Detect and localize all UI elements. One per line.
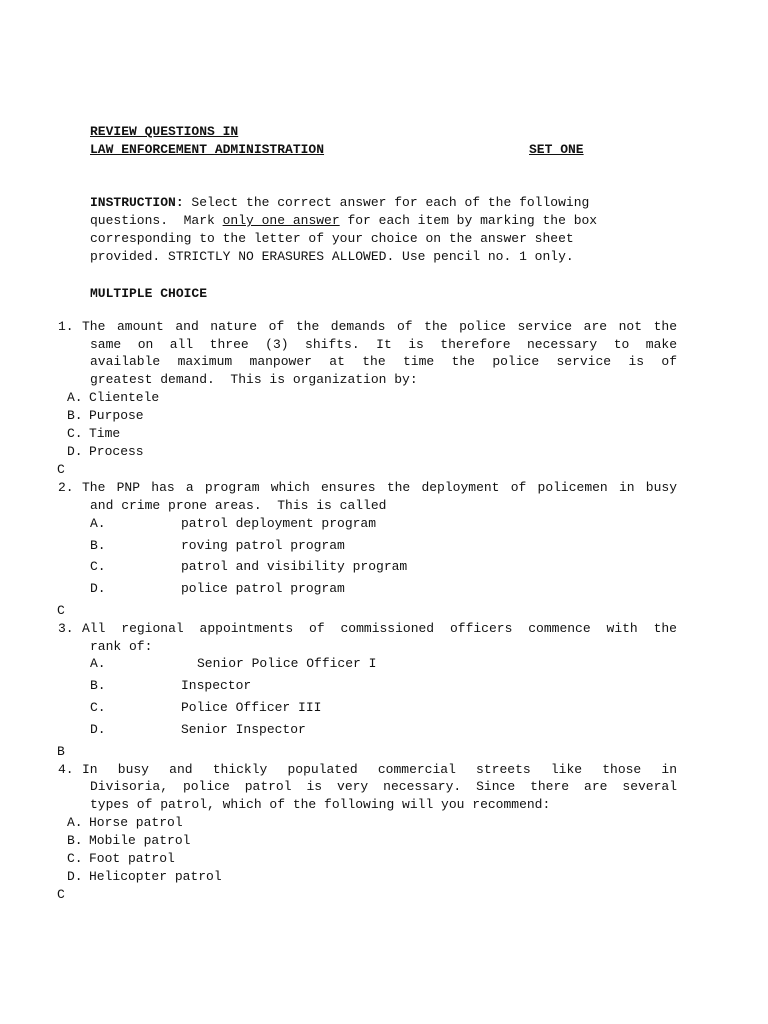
section-heading: MULTIPLE CHOICE [90,286,208,301]
question-text-line: types of patrol, which of the following will you recommend: [90,797,551,812]
option-letter: C. [67,426,83,441]
title-line-1: REVIEW QUESTIONS IN [90,124,239,139]
title-line-2: LAW ENFORCEMENT ADMINISTRATION [90,142,325,157]
instruction-text-2b: for each item by marking the box [339,213,598,228]
answer-key: C [57,887,65,902]
option-text: Senior Inspector [181,722,306,737]
option-text: roving patrol program [181,538,345,553]
answer-key: B [57,744,65,759]
answer-key: C [57,462,65,477]
option-letter: D. [90,581,106,596]
question-text-line: greatest demand. This is organization by: [90,372,418,387]
option-text: patrol and visibility program [181,559,408,574]
option-text: patrol deployment program [181,516,377,531]
option-text: police patrol program [181,581,345,596]
question-text-line: and crime prone areas. This is called [90,498,387,513]
option-letter: C. [90,559,106,574]
question-number: 4. [58,762,74,777]
option-text: Purpose [89,408,144,423]
option-text: Clientele [89,390,160,405]
instruction-emphasis: only one answer [222,213,340,228]
option-text: Mobile patrol [89,833,191,848]
option-text: Process [89,444,144,459]
option-letter: A. [90,656,106,671]
instruction-line-3: corresponding to the letter of your choice on the answer sheet [90,231,574,246]
instruction-line-1 [90,194,589,212]
question-text-line: The amount and nature of the demands of the police service are not the [82,319,677,334]
question-number: 1. [58,319,74,334]
question-text-line: Divisoria, police patrol is very necessary. Since there are several [90,779,677,794]
question-text-line: All regional appointments of commissioned officers commence with the [82,621,677,636]
option-text: Horse patrol [89,815,183,830]
set-label: SET ONE [529,142,584,157]
option-text: Foot patrol [89,851,175,866]
option-letter: D. [90,722,106,737]
question-number: 2. [58,480,74,495]
option-letter: D. [67,444,83,459]
instruction-text-2a: questions. Mark [90,213,223,228]
question-number: 3. [58,621,74,636]
option-letter: A. [90,516,106,531]
question-text-line: In busy and thickly populated commercial streets like those in [82,762,677,777]
option-letter: B. [90,678,106,693]
option-letter: C. [67,851,83,866]
instruction-text-1: Select the correct answer for each of the following [183,195,590,210]
question-text-line: rank of: [90,639,153,654]
option-text: Time [89,426,121,441]
question-text-line: available maximum manpower at the time the police service is of [90,354,677,369]
option-text: Inspector [181,678,252,693]
option-letter: B. [90,538,106,553]
question-text-line: The PNP has a program which ensures the deployment of policemen in busy [82,480,677,495]
option-letter: D. [67,869,83,884]
option-letter: B. [67,408,83,423]
instruction-label: INSTRUCTION: [90,195,184,210]
question-text-line: same on all three (3) shifts. It is therefore necessary to make [90,337,677,352]
option-letter: A. [67,390,83,405]
option-text: Helicopter patrol [89,869,222,884]
option-text: Senior Police Officer I [197,656,377,671]
option-letter: C. [90,700,106,715]
option-letter: B. [67,833,83,848]
option-text: Police Officer III [181,700,322,715]
option-letter: A. [67,815,83,830]
instruction-line-2 [90,212,597,230]
answer-key: C [57,603,65,618]
instruction-line-4: provided. STRICTLY NO ERASURES ALLOWED. Use pencil no. 1 only. [90,249,574,264]
